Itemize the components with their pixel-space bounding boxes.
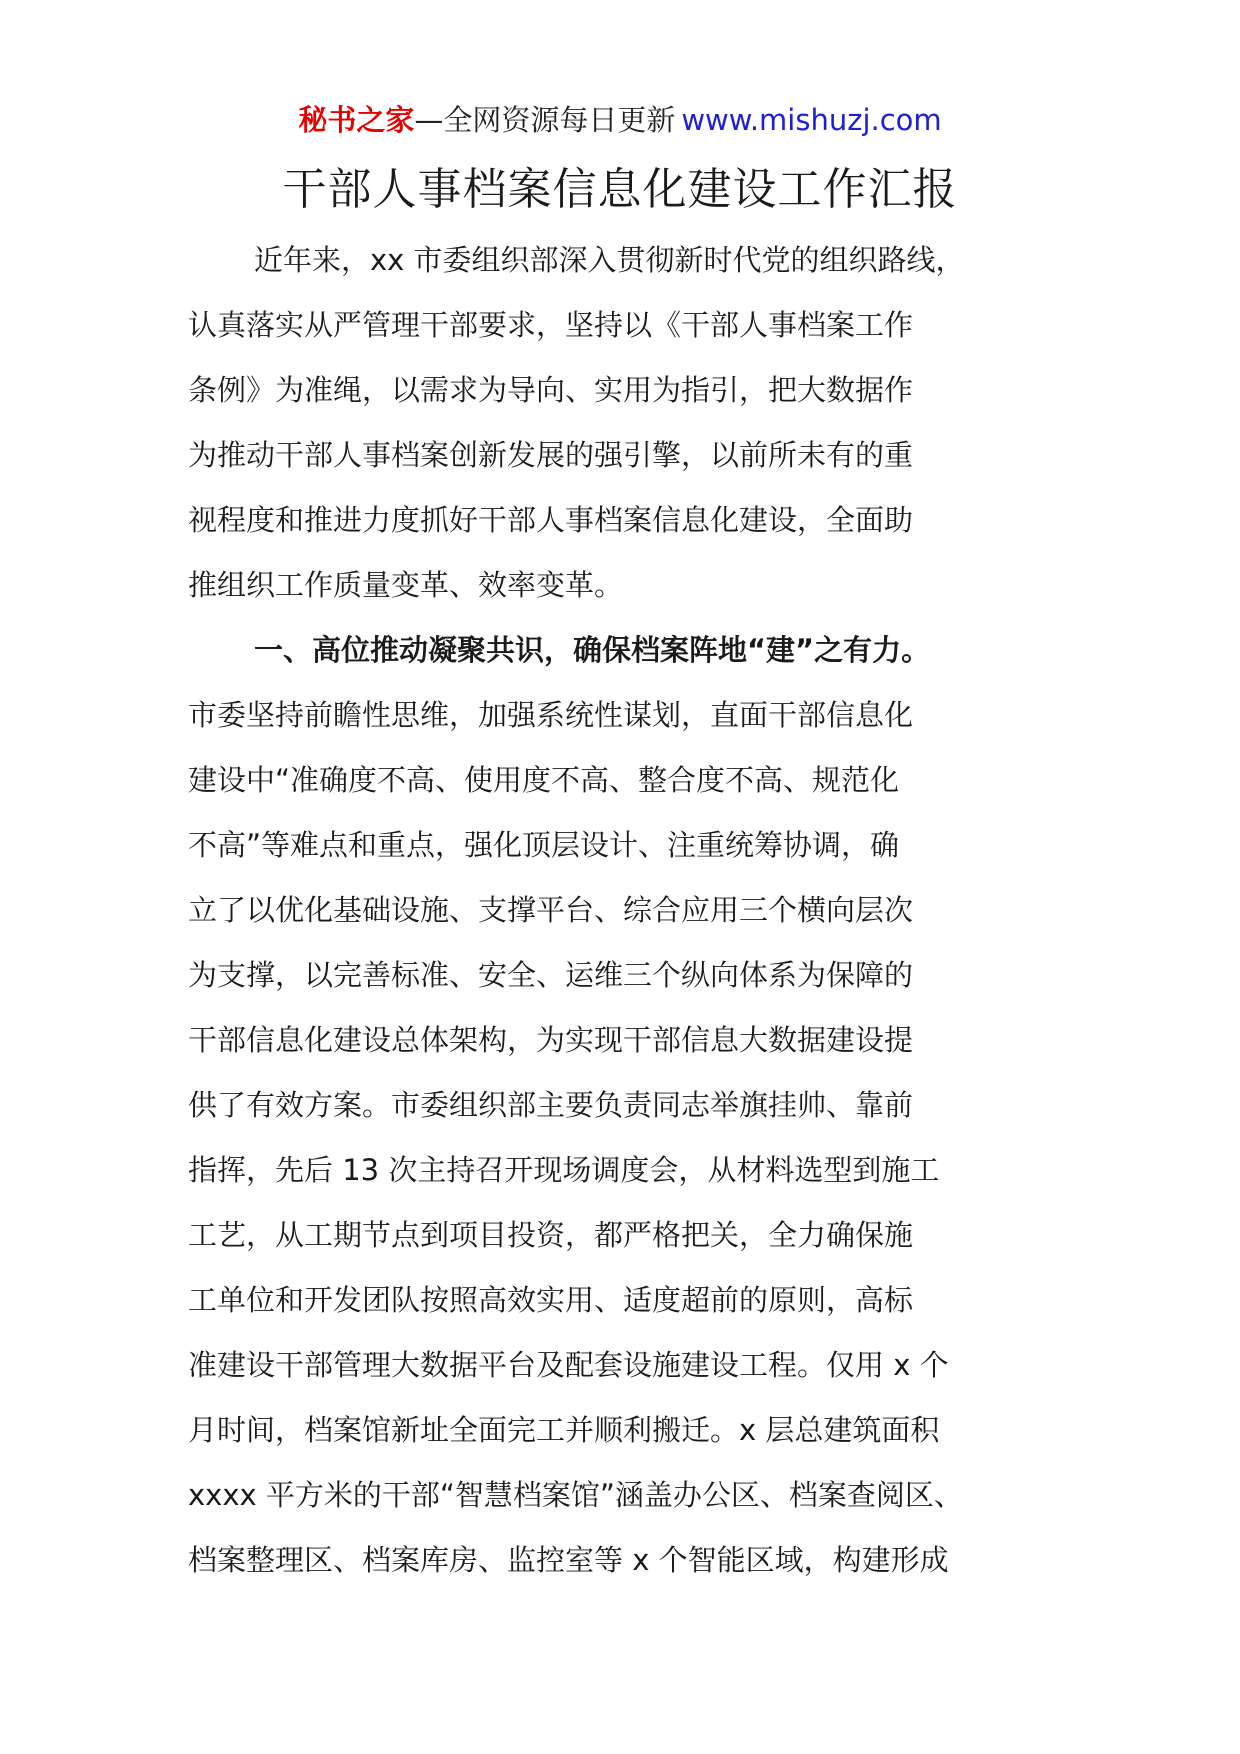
body-line: 立了以优化基础设施、支撑平台、综合应用三个横向层次	[188, 893, 914, 927]
body-line: 市委坚持前瞻性思维，加强系统性谋划，直面干部信息化	[188, 698, 914, 732]
body-line: xxxx 平方米的干部“智慧档案馆”涵盖办公区、档案查阅区、	[188, 1478, 963, 1512]
document-body	[188, 228, 1068, 1593]
site-header	[0, 100, 1240, 140]
site-tagline: —全网资源每日更新	[414, 103, 676, 137]
body-line: 视程度和推进力度抓好干部人事档案信息化建设，全面助	[188, 503, 914, 537]
body-line: 工艺，从工期节点到项目投资，都严格把关，全力确保施	[188, 1218, 914, 1252]
body-line: 认真落实从严管理干部要求，坚持以《干部人事档案工作	[188, 308, 914, 342]
section-heading: 一、高位推动凝聚共识，确保档案阵地“建”之有力。	[254, 633, 931, 667]
body-line: 不高”等难点和重点，强化顶层设计、注重统筹协调，确	[188, 828, 900, 862]
body-line: 为推动干部人事档案创新发展的强引擎，以前所未有的重	[188, 438, 914, 472]
body-line: 准建设干部管理大数据平台及配套设施建设工程。仅用 x 个	[188, 1348, 949, 1382]
body-line: 条例》为准绳，以需求为导向、实用为指引，把大数据作	[188, 373, 914, 407]
body-line: 档案整理区、档案库房、监控室等 x 个智能区域，构建形成	[188, 1543, 949, 1577]
body-line: 建设中“准确度不高、使用度不高、整合度不高、规范化	[188, 763, 900, 797]
body-line: 工单位和开发团队按照高效实用、适度超前的原则，高标	[188, 1283, 914, 1317]
body-line: 干部信息化建设总体架构，为实现干部信息大数据建设提	[188, 1023, 914, 1057]
body-line: 近年来，xx 市委组织部深入贯彻新时代党的组织路线，	[254, 243, 965, 277]
body-line: 供了有效方案。市委组织部主要负责同志举旗挂帅、靠前	[188, 1088, 914, 1122]
document-title: 干部人事档案信息化建设工作汇报	[282, 164, 958, 215]
body-line: 推组织工作质量变革、效率变革。	[188, 568, 624, 602]
body-line: 为支撑，以完善标准、安全、运维三个纵向体系为保障的	[188, 958, 914, 992]
body-line: 月时间，档案馆新址全面完工并顺利搬迁。x 层总建筑面积	[188, 1413, 940, 1447]
body-line: 指挥，先后 13 次主持召开现场调度会，从材料选型到施工	[188, 1153, 940, 1187]
brand-name: 秘书之家	[298, 103, 415, 137]
site-url-link[interactable]: www.mishuzj.com	[681, 103, 942, 137]
